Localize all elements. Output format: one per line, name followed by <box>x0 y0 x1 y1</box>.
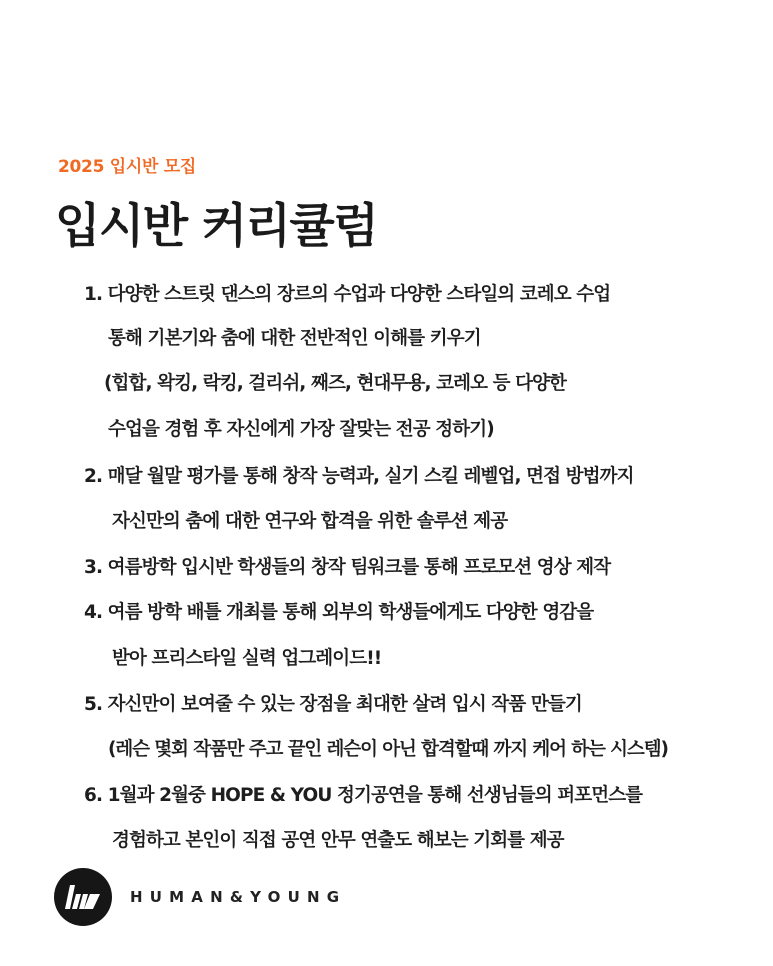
item-number: 1. <box>84 284 103 305</box>
item-number: 4. <box>84 602 103 623</box>
curriculum-item-line <box>84 600 593 626</box>
item-number: 6. <box>84 785 103 806</box>
eyebrow-label: 2025 입시반 모집 <box>58 157 196 177</box>
curriculum-item-line: 자신만의 춤에 대한 연구와 합격을 위한 솔루션 제공 <box>112 511 508 532</box>
item-text: 매달 월말 평가를 통해 창작 능력과, 실기 스킬 레벨업, 면접 방법까지 <box>107 466 634 487</box>
curriculum-item-line: 받아 프리스타일 실력 업그레이드!! <box>112 648 382 669</box>
curriculum-item-line: 수업을 경험 후 자신에게 가장 잘맞는 전공 정하기) <box>108 419 494 440</box>
item-number: 5. <box>84 694 103 715</box>
item-text: 다양한 스트릿 댄스의 장르의 수업과 다양한 스타일의 코레오 수업 <box>107 284 611 305</box>
curriculum-item-line: 통해 기본기와 춤에 대한 전반적인 이해를 키우기 <box>108 328 481 349</box>
curriculum-item-line <box>84 783 642 809</box>
curriculum-item-line: (힙합, 왁킹, 락킹, 걸리쉬, 째즈, 현대무용, 코레오 등 다양한 <box>104 373 567 394</box>
curriculum-item-line <box>84 692 582 718</box>
brand-logo <box>54 868 346 926</box>
item-text: 여름방학 입시반 학생들의 창작 팀워크를 통해 프로모션 영상 제작 <box>107 557 611 578</box>
curriculum-item-line <box>84 464 634 490</box>
curriculum-item-line: 경험하고 본인이 직접 공연 안무 연출도 해보는 기회를 제공 <box>112 830 564 851</box>
curriculum-item-line <box>84 282 610 308</box>
item-text: 여름 방학 배틀 개최를 통해 외부의 학생들에게도 다양한 영감을 <box>107 602 594 623</box>
brand-name: HUMAN&YOUNG <box>130 888 347 906</box>
page-title: 입시반 커리큘럼 <box>55 199 378 254</box>
hy-monogram-icon <box>54 868 112 926</box>
item-text: 자신만이 보여줄 수 있는 장점을 최대한 살려 입시 작품 만들기 <box>107 694 582 715</box>
curriculum-item-line: (레슨 몇회 작품만 주고 끝인 레슨이 아닌 합격할때 까지 케어 하는 시스템) <box>108 739 668 760</box>
item-text: 1월과 2월중 HOPE & YOU 정기공연을 통해 선생님들의 퍼포먼스를 <box>107 785 643 806</box>
item-number: 2. <box>84 466 103 487</box>
item-number: 3. <box>84 557 103 578</box>
curriculum-item-line <box>84 555 610 581</box>
